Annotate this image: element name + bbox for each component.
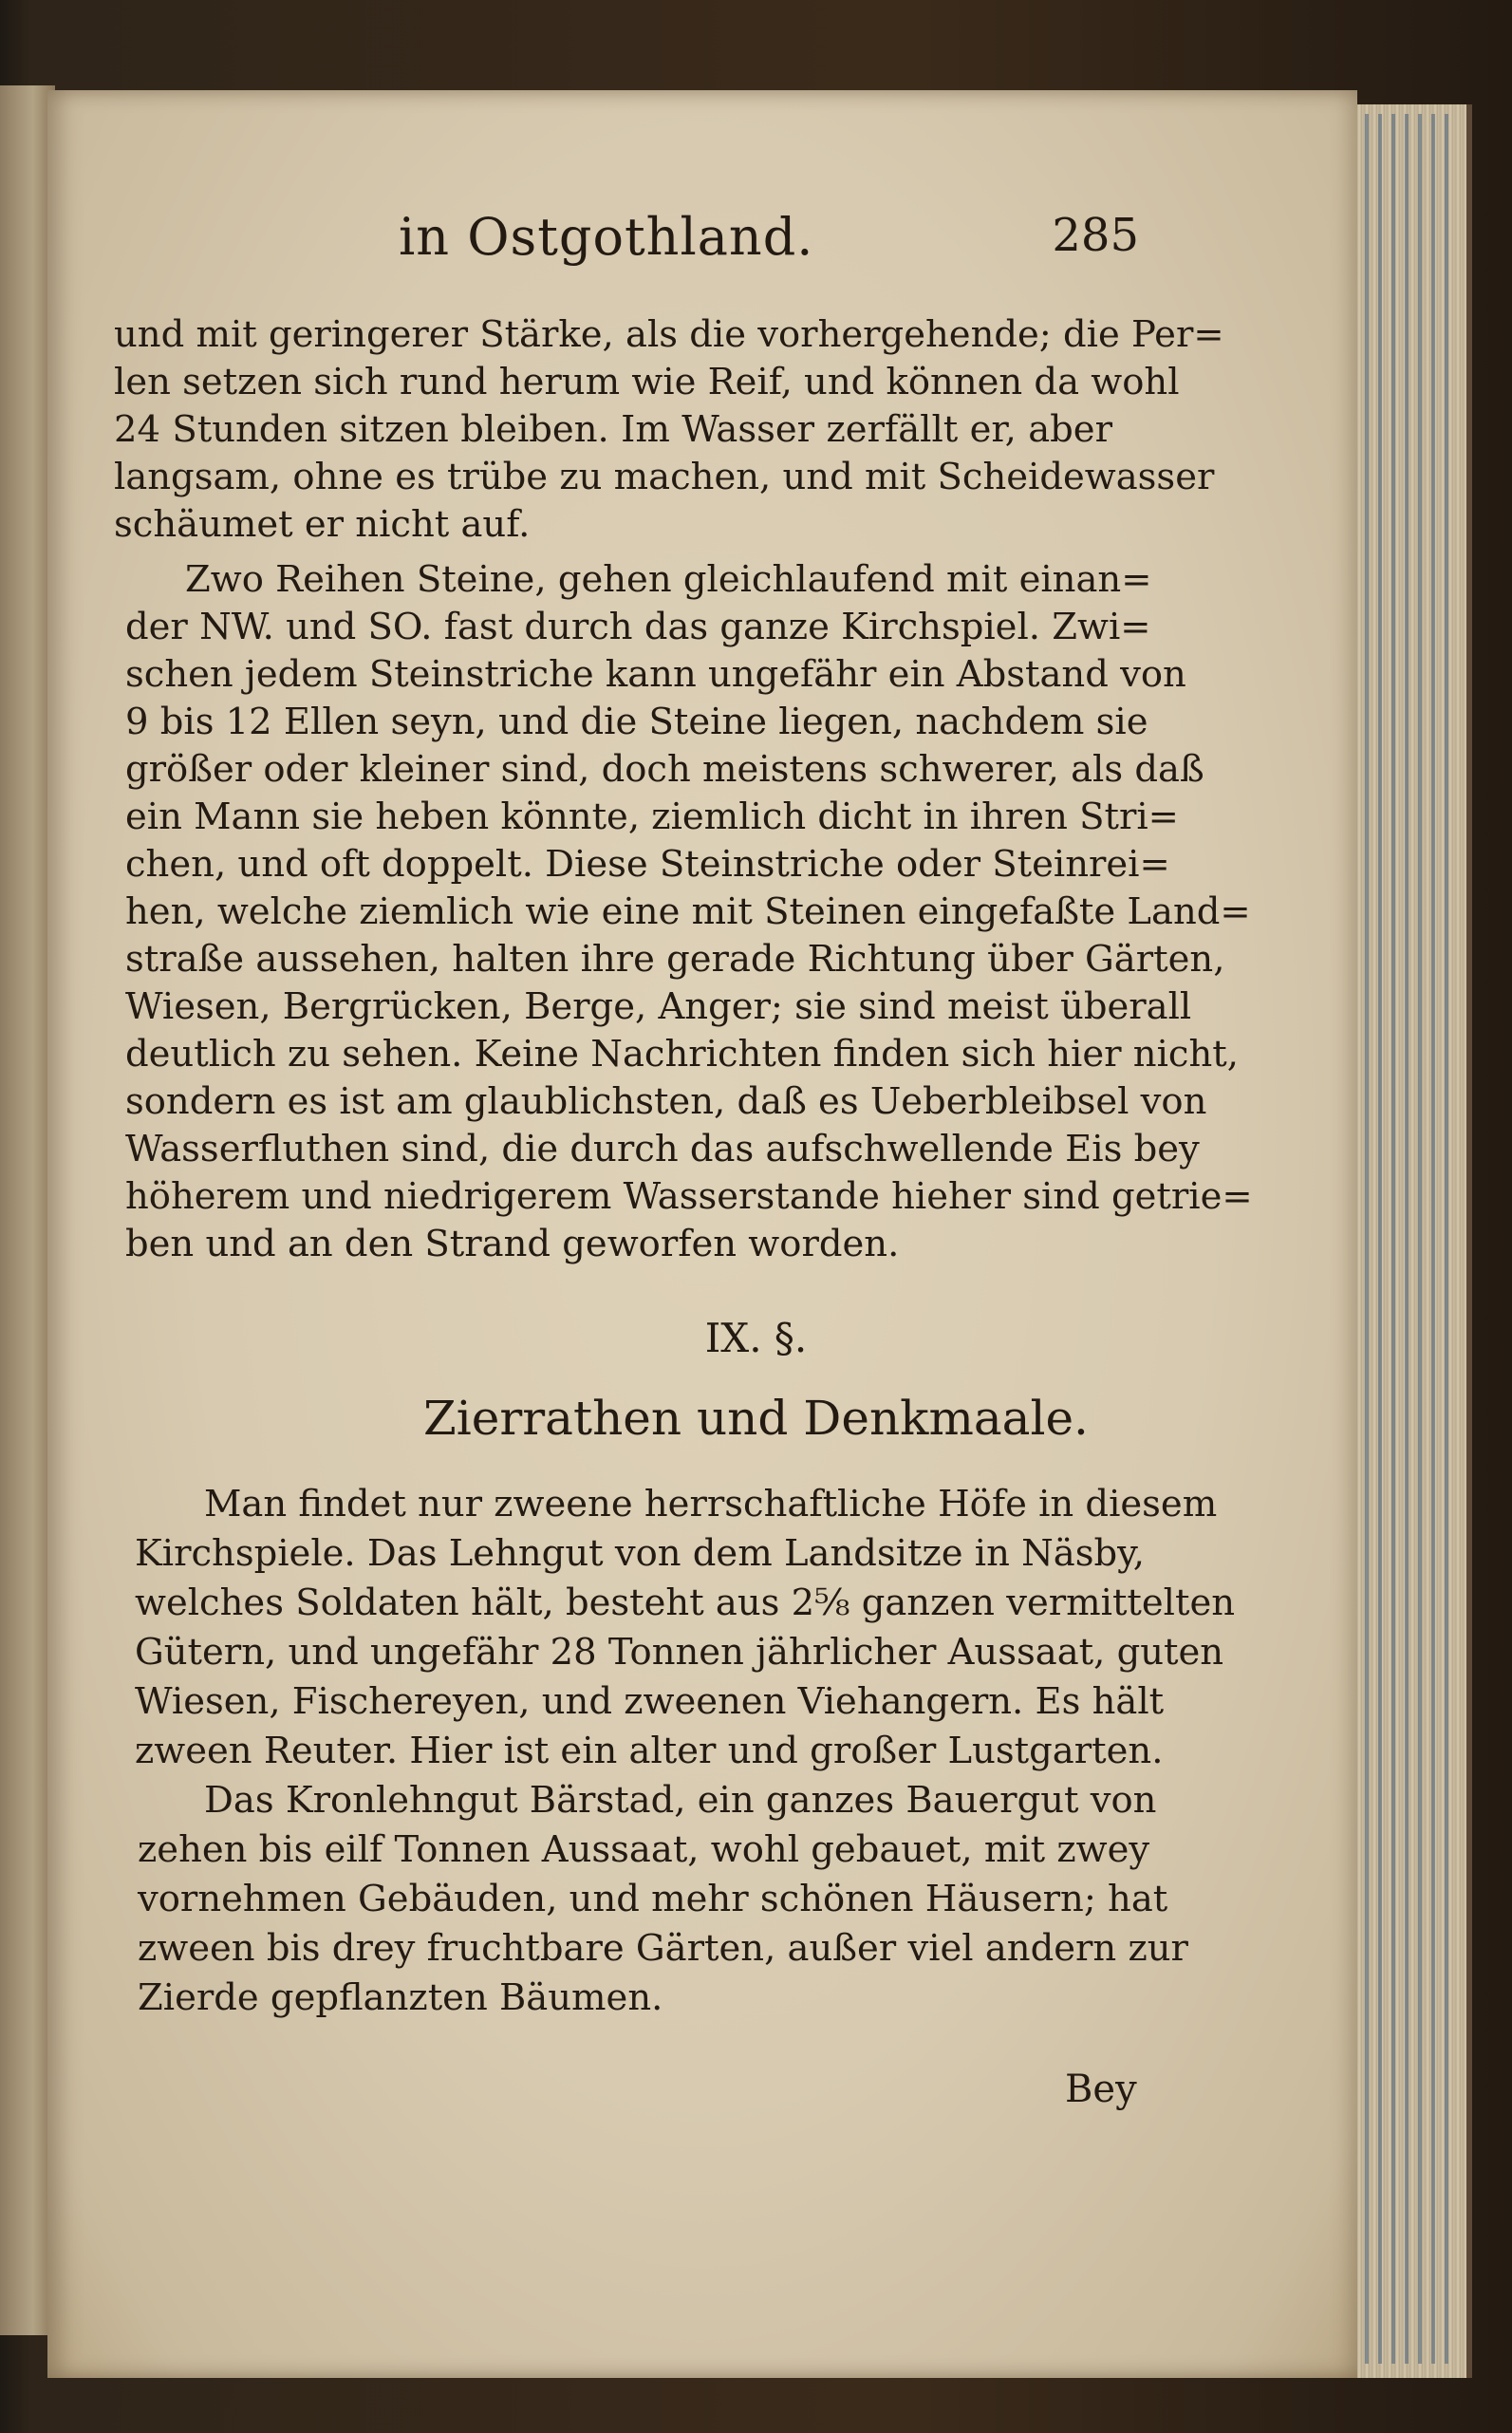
text-line: len setzen sich rund herum wie Reif, und können da wohl [114,361,1180,403]
text-line: Zwo Reihen Steine, gehen gleichlaufend mit einan= [185,558,1152,601]
text-line: ein Mann sie heben könnte, ziemlich dicht in ihren Stri= [125,795,1179,838]
text-line: ben und an den Strand geworfen worden. [125,1223,900,1265]
text-line: schäumet er nicht auf. [114,503,531,546]
text-line: Man findet nur zweene herrschaftliche Höfe in diesem [204,1483,1218,1525]
text-line: größer oder kleiner sind, doch meistens schwerer, als daß [125,748,1204,791]
text-line: zween Reuter. Hier ist ein alter und großer Lustgarten. [135,1730,1164,1772]
text-line: Das Kronlehngut Bärstad, ein ganzes Bauergut von [204,1779,1157,1822]
page-header [399,207,1139,273]
text-line: 24 Stunden sitzen bleiben. Im Wasser zerfällt er, aber [114,408,1112,451]
text-line: Gütern, und ungefähr 28 Tonnen jährlicher Aussaat, guten [135,1631,1224,1674]
text-line: vornehmen Gebäuden, und mehr schönen Häusern; hat [138,1878,1168,1920]
text-line: straße aussehen, halten ihre gerade Richtung über Gärten, [125,938,1225,981]
text-line: Kirchspiele. Das Lehngut von dem Landsitze in Näsby, [135,1532,1146,1575]
text-line: der NW. und SO. fast durch das ganze Kirchspiel. Zwi= [125,606,1151,648]
text-line: Zierde gepflanzten Bäumen. [138,1976,663,2019]
section-title: Zierrathen und Denkmaale. [423,1391,1089,1446]
running-head: in Ostgothland. [399,207,814,267]
text-line: deutlich zu sehen. Keine Nachrichten finden sich hier nicht, [125,1033,1239,1076]
page-number: 285 [1052,209,1139,262]
text-line: sondern es ist am glaublichsten, daß es Ueberbleibsel von [125,1080,1207,1123]
text-line: Wasserfluthen sind, die durch das aufschwellende Eis bey [125,1128,1200,1170]
text-line: und mit geringerer Stärke, als die vorhergehende; die Per= [114,313,1224,356]
section-number: IX. §. [704,1315,808,1361]
text-line: Wiesen, Bergrücken, Berge, Anger; sie sind meist überall [125,985,1192,1028]
text-line: zehen bis eilf Tonnen Aussaat, wohl gebauet, mit zwey [138,1828,1150,1871]
text-line: langsam, ohne es trübe zu machen, und mit Scheidewasser [114,456,1215,498]
text-line: schen jedem Steinstriche kann ungefähr ein Abstand von [125,653,1186,696]
text-line: 9 bis 12 Ellen seyn, und die Steine liegen, nachdem sie [125,701,1148,743]
text-line: zween bis drey fruchtbare Gärten, außer viel andern zur [138,1927,1188,1970]
text-line: welches Soldaten hält, besteht aus 2⅝ ganzen vermittelten [135,1581,1236,1624]
catchword: Bey [1065,2068,1137,2111]
text-line: chen, und oft doppelt. Diese Steinstriche oder Steinrei= [125,843,1170,886]
text-line: Wiesen, Fischereyen, und zweenen Viehangern. Es hält [135,1680,1165,1723]
text-line: höherem und niedrigerem Wasserstande hieher sind getrie= [125,1175,1253,1218]
text-line: hen, welche ziemlich wie eine mit Steinen eingefaßte Land= [125,890,1251,933]
